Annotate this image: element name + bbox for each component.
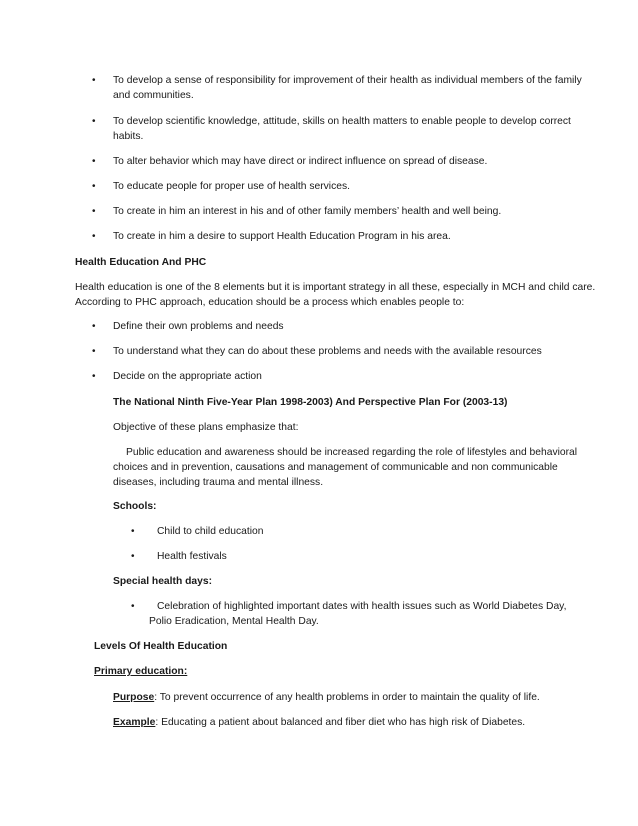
bullet-text: Polio Eradication, Mental Health Day.: [149, 616, 319, 627]
bullet-text: Child to child education: [157, 526, 264, 537]
purpose-label: Purpose: [113, 692, 155, 703]
schools-heading: Schools:: [113, 501, 157, 512]
primary-education-heading: Primary education:: [94, 666, 188, 677]
levels-heading: Levels Of Health Education: [94, 641, 228, 652]
bullet-text: Health festivals: [157, 551, 227, 562]
paragraph-line: choices and in prevention, causations and management of communicable and non communicable: [113, 462, 558, 473]
paragraph-line: Health education is one of the 8 elements but it is important strategy in all these, especially in MCH and child care.: [75, 282, 596, 293]
bullet-text: To develop scientific knowledge, attitude, skills on health matters to enable people to develop correct: [113, 116, 571, 127]
bullet-text: habits.: [113, 131, 144, 142]
plan-objective: Objective of these plans emphasize that:: [113, 422, 299, 433]
bullet-marker: •: [92, 321, 96, 332]
bullet-marker: •: [92, 371, 96, 382]
bullet-text: Celebration of highlighted important dates with health issues such as World Diabetes Day,: [157, 601, 567, 612]
bullet-marker: •: [92, 206, 96, 217]
bullet-text: To educate people for proper use of health services.: [113, 181, 350, 192]
bullet-text: To create in him a desire to support Health Education Program in his area.: [113, 231, 451, 242]
bullet-marker: •: [92, 116, 96, 127]
bullet-text: To develop a sense of responsibility for improvement of their health as individual members of the family: [113, 75, 582, 86]
bullet-marker: •: [131, 551, 135, 562]
example-line: [113, 716, 525, 730]
paragraph-line: Public education and awareness should be increased regarding the role of lifestyles and behavioral: [126, 447, 578, 458]
example-label: Example: [113, 717, 156, 728]
special-days-heading: Special health days:: [113, 576, 213, 587]
bullet-marker: •: [92, 231, 96, 242]
bullet-marker: •: [92, 75, 96, 86]
bullet-text: Decide on the appropriate action: [113, 371, 262, 382]
bullet-marker: •: [131, 601, 135, 612]
purpose-text: : To prevent occurrence of any health problems in order to maintain the quality of life.: [154, 692, 540, 703]
plan-heading: The National Ninth Five-Year Plan 1998-2003) And Perspective Plan For (2003-13): [113, 397, 508, 408]
bullet-text: Define their own problems and needs: [113, 321, 284, 332]
purpose-line: [113, 691, 540, 705]
bullet-marker: •: [92, 156, 96, 167]
bullet-text: To alter behavior which may have direct or indirect influence on spread of disease.: [113, 156, 488, 167]
paragraph-line: According to PHC approach, education should be a process which enables people to:: [75, 297, 465, 308]
bullet-text: and communities.: [113, 90, 194, 101]
example-text: : Educating a patient about balanced and fiber diet who has high risk of Diabetes.: [155, 717, 526, 728]
bullet-marker: •: [92, 346, 96, 357]
bullet-text: To create in him an interest in his and of other family members’ health and well being.: [113, 206, 502, 217]
paragraph-line: diseases, including trauma and mental illness.: [113, 477, 324, 488]
bullet-text: To understand what they can do about these problems and needs with the available resources: [113, 346, 542, 357]
bullet-marker: •: [92, 181, 96, 192]
bullet-marker: •: [131, 526, 135, 537]
section-heading: Health Education And PHC: [75, 257, 207, 268]
